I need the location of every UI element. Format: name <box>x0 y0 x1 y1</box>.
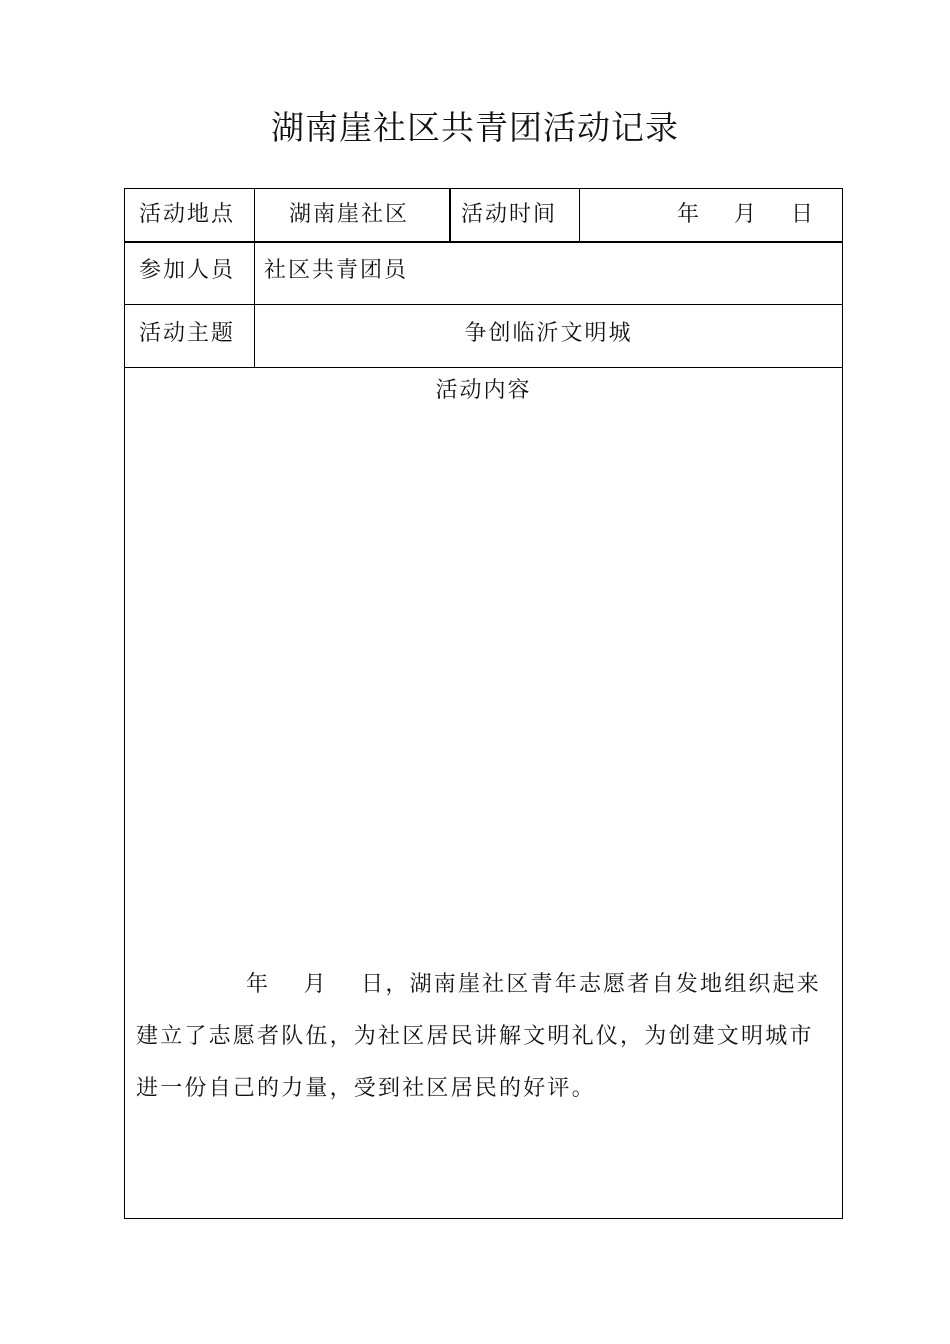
location-value: 湖南崖社区 <box>289 202 410 227</box>
row-divider-1 <box>125 241 842 243</box>
time-label: 活动时间 <box>461 202 558 227</box>
location-label: 活动地点 <box>139 202 236 227</box>
time-value-divider <box>579 189 580 242</box>
content-text: 年 月 日，湖南崖社区青年志愿者自发地组织起来建立了志愿者队伍，为社区居民讲解文明礼仪，为创建文明城市进一份自己的力量，受到社区居民的好评。 <box>136 972 821 1101</box>
time-value: 年 月 日 <box>677 202 815 227</box>
activity-record-form <box>124 188 843 1219</box>
participants-value: 社区共青团员 <box>264 258 409 283</box>
participants-label: 参加人员 <box>139 258 236 283</box>
theme-label: 活动主题 <box>139 321 236 346</box>
location-time-divider <box>449 189 451 242</box>
content-label: 活动内容 <box>435 378 532 403</box>
document-title: 湖南崖社区共青团活动记录 <box>271 108 679 147</box>
theme-value: 争创临沂文明城 <box>464 321 633 346</box>
row-divider-3 <box>125 367 842 368</box>
row-divider-2 <box>125 304 842 305</box>
